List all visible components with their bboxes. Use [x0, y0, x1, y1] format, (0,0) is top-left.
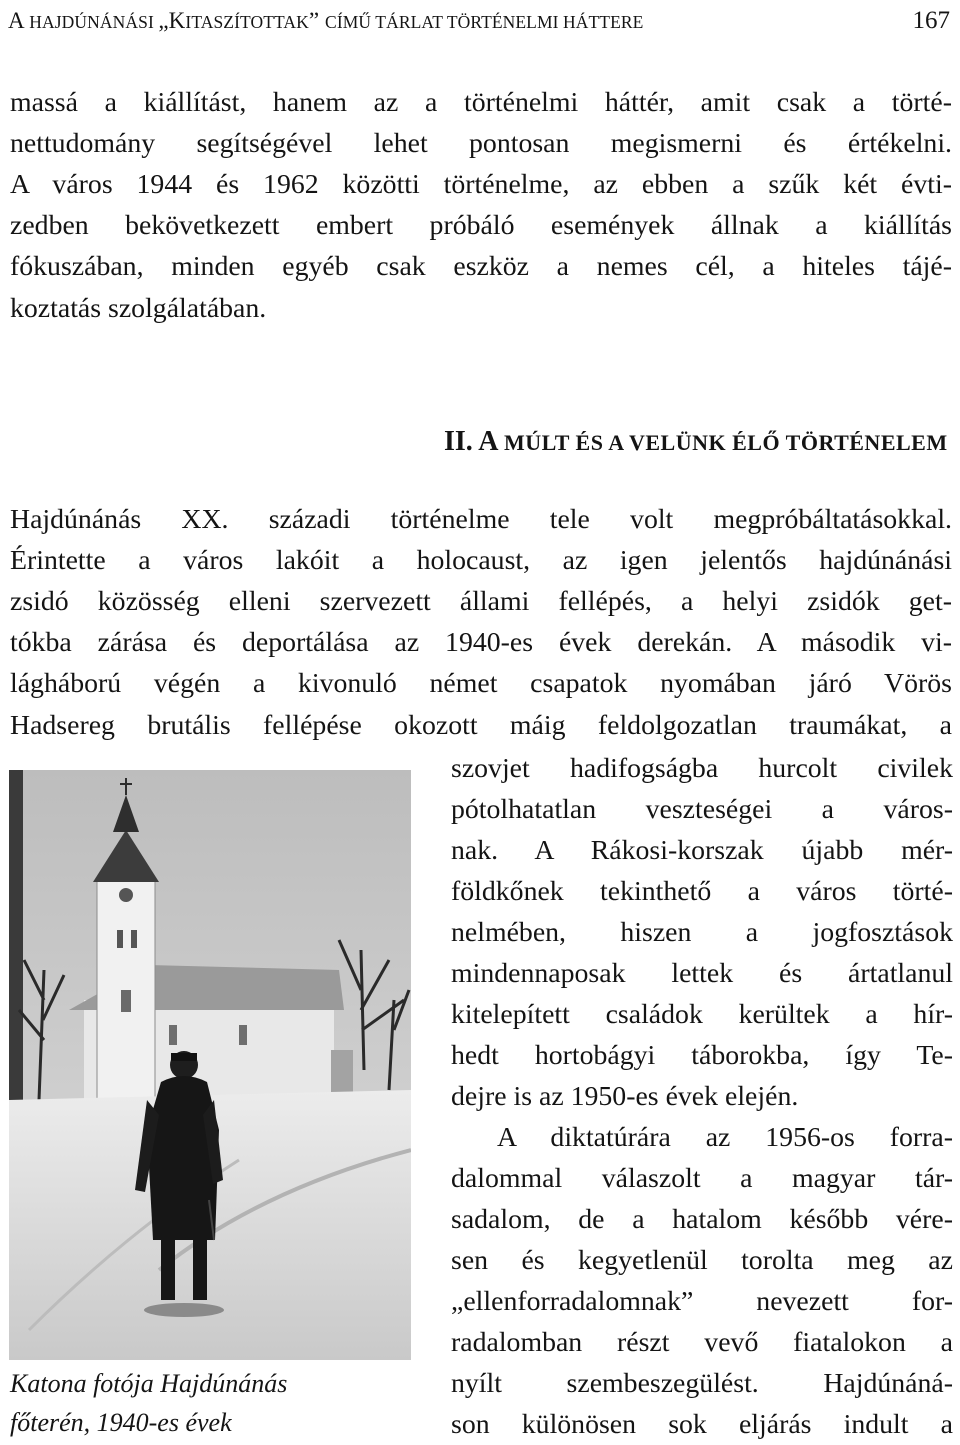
paragraph-line: kitelepített családok kerültek a hír- [451, 999, 953, 1030]
paragraph-line: nak. A Rákosi-korszak újabb mér- [451, 835, 953, 866]
paragraph-line: pótolhatatlan veszteségei a város- [451, 794, 953, 825]
paragraph-line: dejre is az 1950-es évek elején. [451, 1081, 799, 1112]
running-header [8, 4, 952, 38]
paragraph-line: szovjet hadifogságba hurcolt civilek [451, 753, 953, 784]
header-title-part: A [8, 8, 30, 33]
paragraph-line: massá a kiállítást, hanem az a történelmi háttér, amit csak a törté- [10, 87, 952, 118]
paragraph-line: lágháború végén a kivonuló német csapatok nyomában járó Vörös [10, 668, 952, 699]
paragraph-line: A diktatúrára az 1956-os forra- [497, 1122, 953, 1153]
header-title-part: „K [158, 8, 186, 33]
header-title-part: CÍMŰ TÁRLAT TÖRTÉNELMI HÁTTERE [325, 12, 644, 32]
section-heading [444, 422, 948, 463]
section-title-part: A [478, 426, 504, 457]
window [239, 1025, 247, 1045]
paragraph-line: Hajdúnánás XX. századi történelme tele volt megpróbáltatásokkal. [10, 504, 952, 535]
photo-illustration [9, 770, 411, 1360]
paragraph-line: Érintette a város lakóit a holocaust, az igen jelentős hajdúnánási [10, 545, 952, 576]
paragraph-line: zsidó közösség elleni szervezett állami fellépés, a helyi zsidók get- [10, 586, 952, 617]
header-title [8, 4, 643, 39]
page-number: 167 [912, 7, 950, 34]
paragraph-line: nyílt szembeszegülést. Hajdúnáná- [451, 1368, 953, 1399]
paragraph-line: Hadsereg brutális fellépése okozott máig feldolgozatlan traumákat, a [10, 710, 952, 741]
photo-caption-line: Katona fotója Hajdúnánás [10, 1369, 288, 1398]
header-title-part: ITASZÍTOTTAK [185, 12, 309, 32]
paragraph-line: zedben bekövetkezett embert próbáló események állnak a kiállítás [10, 210, 952, 241]
paragraph-line: tókba zárása és deportálása az 1940-es évek derekán. A második vi- [10, 627, 952, 658]
section-title-part: MÚLT ÉS A VELÜNK ÉLŐ TÖRTÉNELEM [503, 430, 948, 455]
paragraph-line: mindennaposak lettek és ártatlanul [451, 958, 953, 989]
window [131, 930, 137, 948]
paragraph-line: son különösen sok eljárás indult a [451, 1409, 953, 1440]
photo-caption-line: főterén, 1940-es évek [10, 1408, 232, 1437]
window [117, 930, 123, 948]
paragraph-line: nelmében, hiszen a jogfosztások [451, 917, 953, 948]
window [169, 1025, 177, 1045]
paragraph-line: sadalom, de a hatalom később vére- [451, 1204, 953, 1235]
paragraph-line: A város 1944 és 1962 közötti történelme, az ebben a szűk két évti- [10, 169, 952, 200]
header-title-part: ” [308, 8, 326, 33]
paragraph-line: hedt hortobágyi táborokba, így Te- [451, 1040, 953, 1071]
paragraph-line: földkőnek tekinthető a város törté- [451, 876, 953, 907]
paragraph-line: fókuszában, minden egyéb csak eszköz a nemes cél, a hiteles tájé- [10, 251, 952, 282]
historical-photograph [9, 770, 411, 1360]
paragraph-line: radalomban részt vevő fiatalokon a [451, 1327, 953, 1358]
paragraph-line: koztatás szolgálatában. [10, 293, 267, 324]
section-number: II. [444, 426, 479, 457]
paragraph-line: sen és kegyetlenül torolta meg az [451, 1245, 953, 1276]
paragraph-line: nettudomány segítségével lehet pontosan megismerni és értékelni. [10, 128, 952, 159]
window [121, 990, 131, 1012]
paragraph-line: „ellenforradalomnak” nevezett for- [451, 1286, 953, 1317]
header-title-part: HAJDÚNÁNÁSI [29, 12, 159, 32]
paragraph-line: dalommal válaszolt a magyar tár- [451, 1163, 953, 1194]
tower-clock [119, 888, 133, 902]
